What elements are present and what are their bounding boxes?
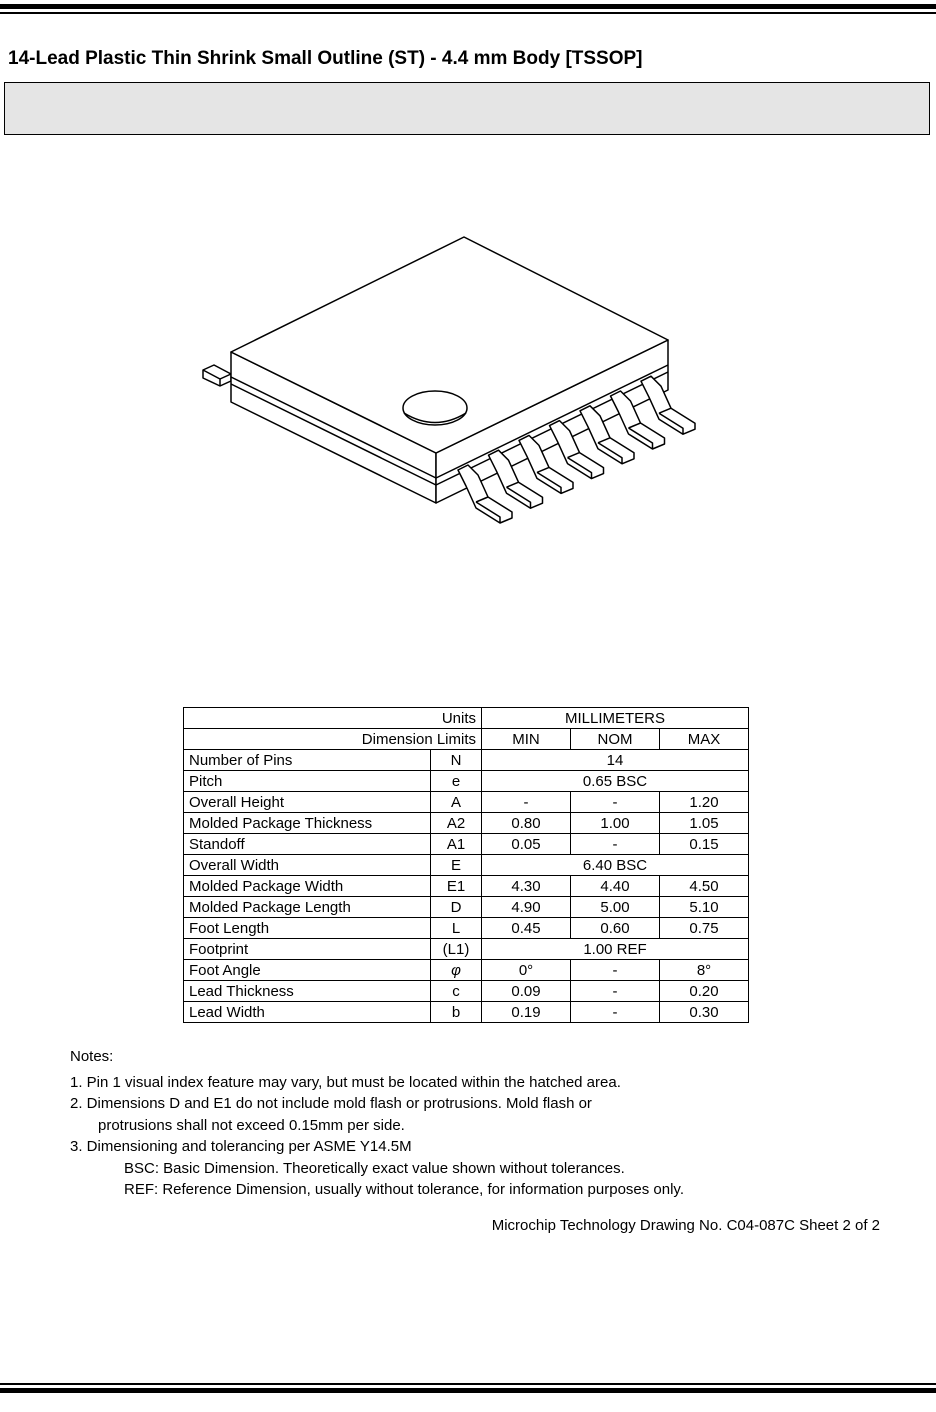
table-row: [184, 750, 749, 771]
row-symbol: c: [431, 981, 482, 1002]
note-3: 3. Dimensioning and tolerancing per ASME Y14.5M: [70, 1138, 412, 1155]
row-symbol: (L1): [431, 939, 482, 960]
row-max: 1.05: [660, 813, 749, 834]
row-symbol: φ: [431, 960, 482, 981]
row-label: Molded Package Width: [184, 876, 431, 897]
col-max: MAX: [660, 729, 749, 750]
row-max: 0.30: [660, 1002, 749, 1023]
row-min: 0.05: [482, 834, 571, 855]
col-nom: NOM: [571, 729, 660, 750]
note-2-continued: protrusions shall not exceed 0.15mm per side.: [98, 1116, 405, 1134]
dimension-table: [183, 707, 749, 1023]
row-min: 0.80: [482, 813, 571, 834]
row-nom: 4.40: [571, 876, 660, 897]
row-symbol: E: [431, 855, 482, 876]
row-max: 5.10: [660, 897, 749, 918]
table-row: [184, 1002, 749, 1023]
note-box: [4, 82, 930, 135]
row-nom: 5.00: [571, 897, 660, 918]
table-row: [184, 939, 749, 960]
note-ref: REF: Reference Dimension, usually without tolerance, for information purposes only.: [124, 1181, 684, 1198]
table-row: [184, 813, 749, 834]
row-nom: -: [571, 960, 660, 981]
table-row: [184, 834, 749, 855]
col-min: MIN: [482, 729, 571, 750]
row-nom: 1.00: [571, 813, 660, 834]
note-1: 1. Pin 1 visual index feature may vary, but must be located within the hatched area.: [70, 1073, 621, 1091]
row-label: Molded Package Length: [184, 897, 431, 918]
dimension-limits-label: Dimension Limits: [184, 729, 482, 750]
row-min: 0.19: [482, 1002, 571, 1023]
row-label: Standoff: [184, 834, 431, 855]
row-symbol: A1: [431, 834, 482, 855]
row-label: Foot Angle: [184, 960, 431, 981]
row-label: Overall Height: [184, 792, 431, 813]
units-label: Units: [184, 708, 482, 729]
row-max: 0.75: [660, 918, 749, 939]
row-label: Molded Package Thickness: [184, 813, 431, 834]
row-value: 6.40 BSC: [482, 855, 749, 876]
row-max: 0.15: [660, 834, 749, 855]
row-symbol: N: [431, 750, 482, 771]
notes: [70, 1046, 684, 1201]
row-label: Lead Thickness: [184, 981, 431, 1002]
package-drawing: [180, 230, 710, 540]
row-symbol: A2: [431, 813, 482, 834]
row-min: 4.90: [482, 897, 571, 918]
row-symbol: L: [431, 918, 482, 939]
row-nom: -: [571, 981, 660, 1002]
table-header-limits: [184, 729, 749, 750]
row-label: Number of Pins: [184, 750, 431, 771]
row-label: Footprint: [184, 939, 431, 960]
row-value: 1.00 REF: [482, 939, 749, 960]
row-min: 0.45: [482, 918, 571, 939]
table-row: [184, 876, 749, 897]
table-row: [184, 792, 749, 813]
row-max: 1.20: [660, 792, 749, 813]
bottom-rule-thick: [0, 1388, 936, 1393]
table-row: [184, 960, 749, 981]
table-row: [184, 855, 749, 876]
row-min: 0.09: [482, 981, 571, 1002]
row-nom: -: [571, 834, 660, 855]
table-row: [184, 981, 749, 1002]
row-min: 4.30: [482, 876, 571, 897]
table-header-units: [184, 708, 749, 729]
row-label: Lead Width: [184, 1002, 431, 1023]
row-value: 0.65 BSC: [482, 771, 749, 792]
pin1-dimple: [403, 391, 467, 425]
row-min: -: [482, 792, 571, 813]
row-symbol: b: [431, 1002, 482, 1023]
row-max: 8°: [660, 960, 749, 981]
row-value: 14: [482, 750, 749, 771]
note-2: 2. Dimensions D and E1 do not include mold flash or protrusions. Mold flash or: [70, 1095, 592, 1112]
row-label: Foot Length: [184, 918, 431, 939]
note-bsc: BSC: Basic Dimension. Theoretically exact value shown without tolerances.: [124, 1159, 625, 1177]
row-symbol: A: [431, 792, 482, 813]
page-title: 14-Lead Plastic Thin Shrink Small Outline (ST) - 4.4 mm Body [TSSOP]: [8, 48, 643, 69]
row-label: Pitch: [184, 771, 431, 792]
row-min: 0°: [482, 960, 571, 981]
row-symbol: e: [431, 771, 482, 792]
top-rule-thick: [0, 4, 936, 9]
table-row: [184, 918, 749, 939]
notes-heading: Notes:: [70, 1048, 114, 1065]
row-max: 4.50: [660, 876, 749, 897]
row-nom: 0.60: [571, 918, 660, 939]
drawing-number: Microchip Technology Drawing No. C04-087C Sheet 2 of 2: [491, 1217, 880, 1234]
table-row: [184, 771, 749, 792]
top-rule-thin: [0, 12, 936, 14]
units-value: MILLIMETERS: [482, 708, 749, 729]
table-row: [184, 897, 749, 918]
row-symbol: E1: [431, 876, 482, 897]
row-label: Overall Width: [184, 855, 431, 876]
row-symbol: D: [431, 897, 482, 918]
row-nom: -: [571, 1002, 660, 1023]
row-nom: -: [571, 792, 660, 813]
bottom-rule-thin: [0, 1383, 936, 1385]
row-max: 0.20: [660, 981, 749, 1002]
